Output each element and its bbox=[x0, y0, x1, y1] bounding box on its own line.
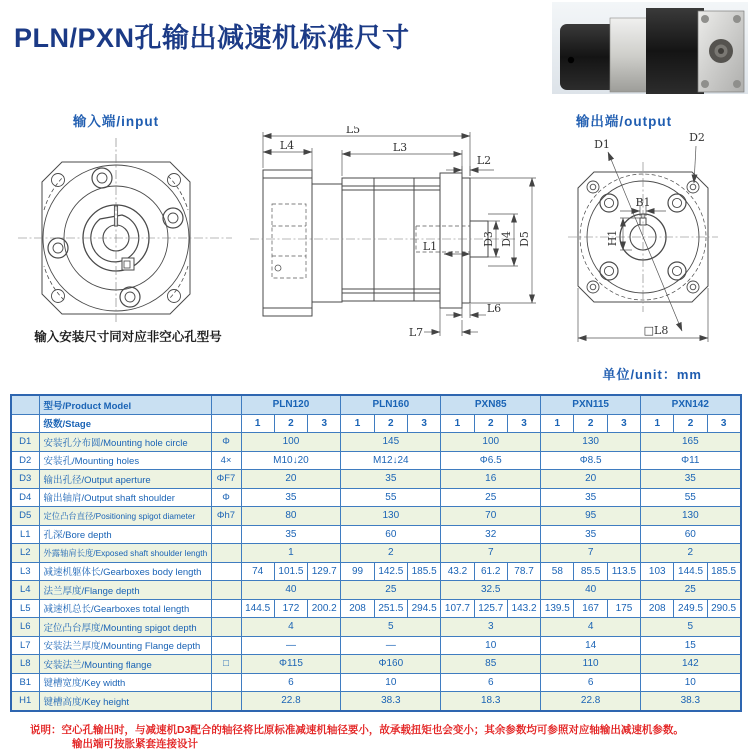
table-cell: 55 bbox=[641, 488, 741, 507]
table-cell: 法兰厚度/Flange depth bbox=[39, 581, 211, 600]
table-cell: 输出孔径/Output aperture bbox=[39, 470, 211, 489]
table-cell: 78.7 bbox=[507, 562, 540, 581]
dim-L4: L4 bbox=[279, 139, 295, 152]
table-cell: 35 bbox=[541, 525, 641, 544]
table-cell: 61.2 bbox=[474, 562, 507, 581]
table-cell: 2 bbox=[574, 414, 607, 433]
dim-D5: D5 bbox=[518, 231, 531, 247]
table-cell: 74 bbox=[241, 562, 274, 581]
table-row bbox=[11, 655, 741, 674]
table-row bbox=[11, 525, 741, 544]
table-cell: 3 bbox=[407, 414, 440, 433]
table-cell: M10↓20 bbox=[241, 451, 341, 470]
table-cell: 60 bbox=[641, 525, 741, 544]
table-cell: 1 bbox=[441, 414, 474, 433]
table-cell: L3 bbox=[11, 562, 39, 581]
table-cell: 4 bbox=[541, 618, 641, 637]
table-cell: L7 bbox=[11, 636, 39, 655]
table-row bbox=[11, 599, 741, 618]
table-cell: 208 bbox=[641, 599, 674, 618]
table-cell: 165 bbox=[641, 433, 741, 452]
table-cell: 孔深/Bore depth bbox=[39, 525, 211, 544]
table-cell bbox=[211, 544, 241, 563]
dim-D4: D4 bbox=[500, 231, 513, 247]
table-cell: 键槽宽度/Key width bbox=[39, 673, 211, 692]
table-cell: 25 bbox=[341, 581, 441, 600]
output-view-drawing bbox=[556, 126, 748, 360]
input-view-drawing bbox=[10, 134, 240, 326]
spec-table-body bbox=[11, 395, 741, 711]
table-cell: 安装法兰/Mounting flange bbox=[39, 655, 211, 674]
page-title: PLN/PXN孔输出减速机标准尺寸 bbox=[14, 23, 410, 53]
table-cell: 185.5 bbox=[407, 562, 440, 581]
table-cell: 113.5 bbox=[607, 562, 640, 581]
table-row bbox=[11, 544, 741, 563]
table-cell: 3 bbox=[607, 414, 640, 433]
product-photo bbox=[552, 2, 748, 94]
table-cell: 185.5 bbox=[707, 562, 740, 581]
table-cell: L6 bbox=[11, 618, 39, 637]
table-cell: 175 bbox=[607, 599, 640, 618]
table-cell: L4 bbox=[11, 581, 39, 600]
table-cell: 208 bbox=[341, 599, 374, 618]
table-cell bbox=[211, 525, 241, 544]
table-cell: Φh7 bbox=[211, 507, 241, 526]
table-cell: 6 bbox=[541, 673, 641, 692]
dim-L7: L7 bbox=[408, 326, 424, 339]
table-cell: 80 bbox=[241, 507, 341, 526]
table-cell: 129.7 bbox=[308, 562, 341, 581]
footnote bbox=[30, 723, 684, 751]
table-cell: 58 bbox=[541, 562, 574, 581]
table-cell: 25 bbox=[441, 488, 541, 507]
table-cell: 1 bbox=[341, 414, 374, 433]
table-cell bbox=[211, 414, 241, 433]
unit-label: 单位/unit：mm bbox=[602, 367, 702, 382]
input-caption: 输入安装尺寸同对应非空心孔型号 bbox=[34, 330, 222, 344]
table-cell: 10 bbox=[441, 636, 541, 655]
table-cell: 15 bbox=[641, 636, 741, 655]
table-cell: 4 bbox=[241, 618, 341, 637]
table-cell: 43.2 bbox=[441, 562, 474, 581]
table-cell: 32.5 bbox=[441, 581, 541, 600]
table-cell: 5 bbox=[341, 618, 441, 637]
table-cell bbox=[211, 673, 241, 692]
dim-L6: L6 bbox=[486, 302, 502, 315]
table-cell: PXN85 bbox=[441, 395, 541, 414]
dim-D1: D1 bbox=[594, 138, 610, 151]
table-cell: 125.7 bbox=[474, 599, 507, 618]
table-cell: 安装法兰厚度/Mounting Flange depth bbox=[39, 636, 211, 655]
table-cell: 294.5 bbox=[407, 599, 440, 618]
table-cell: 40 bbox=[241, 581, 341, 600]
table-cell: 35 bbox=[241, 525, 341, 544]
table-row bbox=[11, 581, 741, 600]
input-end-label: 输入端/input bbox=[72, 114, 160, 129]
table-cell: 99 bbox=[341, 562, 374, 581]
table-cell: 38.3 bbox=[641, 692, 741, 711]
table-cell: 142.5 bbox=[374, 562, 407, 581]
table-cell: D4 bbox=[11, 488, 39, 507]
output-end-label: 输出端/output bbox=[575, 114, 673, 129]
table-cell: 14 bbox=[541, 636, 641, 655]
table-cell: 290.5 bbox=[707, 599, 740, 618]
table-cell: Φ bbox=[211, 433, 241, 452]
table-cell: 172 bbox=[274, 599, 307, 618]
table-row bbox=[11, 414, 741, 433]
dim-L8: □L8 bbox=[643, 324, 669, 337]
table-cell: 85 bbox=[441, 655, 541, 674]
table-cell: L1 bbox=[11, 525, 39, 544]
table-cell: 101.5 bbox=[274, 562, 307, 581]
table-cell: 35 bbox=[241, 488, 341, 507]
table-cell: 5 bbox=[641, 618, 741, 637]
table-cell: 7 bbox=[541, 544, 641, 563]
table-cell: 100 bbox=[241, 433, 341, 452]
table-cell: B1 bbox=[11, 673, 39, 692]
dim-B1: B1 bbox=[635, 196, 651, 209]
table-cell: 139.5 bbox=[541, 599, 574, 618]
table-cell: 167 bbox=[574, 599, 607, 618]
table-row bbox=[11, 562, 741, 581]
footnote-prefix: 说明： bbox=[30, 724, 62, 736]
dim-L3: L3 bbox=[392, 141, 408, 154]
table-cell: 安装孔/Mounting holes bbox=[39, 451, 211, 470]
table-cell: 25 bbox=[641, 581, 741, 600]
table-cell: 定位凸台厚度/Mounting spigot depth bbox=[39, 618, 211, 637]
table-cell: 249.5 bbox=[674, 599, 707, 618]
table-cell: 键槽高度/Key height bbox=[39, 692, 211, 711]
table-cell: 40 bbox=[541, 581, 641, 600]
table-cell bbox=[211, 618, 241, 637]
table-cell: 1 bbox=[241, 544, 341, 563]
table-cell: 型号/Product Model bbox=[39, 395, 211, 414]
table-cell: ΦF7 bbox=[211, 470, 241, 489]
table-cell: 6 bbox=[241, 673, 341, 692]
table-cell: 16 bbox=[441, 470, 541, 489]
table-cell: 144.5 bbox=[674, 562, 707, 581]
table-cell bbox=[211, 636, 241, 655]
table-cell: 3 bbox=[441, 618, 541, 637]
table-cell: PLN160 bbox=[341, 395, 441, 414]
table-cell: 2 bbox=[641, 544, 741, 563]
table-cell: Φ6.5 bbox=[441, 451, 541, 470]
dim-L2: L2 bbox=[476, 154, 492, 167]
table-row bbox=[11, 636, 741, 655]
table-cell: Φ115 bbox=[241, 655, 341, 674]
table-cell: 安装孔分布圆/Mounting hole circle bbox=[39, 433, 211, 452]
table-row bbox=[11, 618, 741, 637]
table-cell: 70 bbox=[441, 507, 541, 526]
table-row bbox=[11, 451, 741, 470]
table-cell: 4× bbox=[211, 451, 241, 470]
table-cell: 2 bbox=[341, 544, 441, 563]
table-cell: Φ160 bbox=[341, 655, 441, 674]
table-cell: 定位凸台直径/Positioning spigot diameter bbox=[39, 507, 211, 526]
table-cell bbox=[11, 395, 39, 414]
table-row bbox=[11, 507, 741, 526]
table-cell bbox=[211, 599, 241, 618]
table-cell: M12↓24 bbox=[341, 451, 441, 470]
dim-D2: D2 bbox=[689, 131, 705, 144]
table-cell: — bbox=[241, 636, 341, 655]
side-view-drawing bbox=[248, 126, 544, 372]
table-cell: 7 bbox=[441, 544, 541, 563]
table-cell: 外露轴肩长度/Exposed shaft shoulder length bbox=[39, 544, 211, 563]
table-row bbox=[11, 470, 741, 489]
table-cell: 10 bbox=[341, 673, 441, 692]
table-cell: 1 bbox=[641, 414, 674, 433]
table-cell: Φ8.5 bbox=[541, 451, 641, 470]
table-cell: □ bbox=[211, 655, 241, 674]
table-row bbox=[11, 395, 741, 414]
table-cell: 1 bbox=[241, 414, 274, 433]
table-cell: 55 bbox=[341, 488, 441, 507]
table-row bbox=[11, 692, 741, 711]
table-row bbox=[11, 488, 741, 507]
table-cell bbox=[11, 414, 39, 433]
table-cell: 60 bbox=[341, 525, 441, 544]
dim-D3: D3 bbox=[482, 231, 495, 247]
table-cell: 18.3 bbox=[441, 692, 541, 711]
table-cell: 251.5 bbox=[374, 599, 407, 618]
table-cell: 20 bbox=[241, 470, 341, 489]
table-cell bbox=[211, 395, 241, 414]
table-cell: 2 bbox=[274, 414, 307, 433]
table-cell: D3 bbox=[11, 470, 39, 489]
footnote-line2: 输出端可按胀紧套连接设计 bbox=[72, 738, 198, 750]
table-cell: 2 bbox=[474, 414, 507, 433]
table-cell: 减速机总长/Gearboxes total length bbox=[39, 599, 211, 618]
table-cell: L5 bbox=[11, 599, 39, 618]
table-cell: 110 bbox=[541, 655, 641, 674]
table-cell: 107.7 bbox=[441, 599, 474, 618]
table-cell: 10 bbox=[641, 673, 741, 692]
table-cell: 38.3 bbox=[341, 692, 441, 711]
table-cell: Φ bbox=[211, 488, 241, 507]
table-cell: 100 bbox=[441, 433, 541, 452]
table-cell: 22.8 bbox=[241, 692, 341, 711]
table-cell bbox=[211, 562, 241, 581]
table-cell: D1 bbox=[11, 433, 39, 452]
table-cell: 130 bbox=[641, 507, 741, 526]
table-cell: 200.2 bbox=[308, 599, 341, 618]
table-cell: 35 bbox=[341, 470, 441, 489]
table-cell: 输出轴肩/Output shaft shoulder bbox=[39, 488, 211, 507]
table-cell: 35 bbox=[541, 488, 641, 507]
table-row bbox=[11, 673, 741, 692]
footnote-line1: 空心孔输出时，与减速机D3配合的轴径将比原标准减速机轴径要小，故承载扭矩也会变小；其余参数均可参照对应轴输出减速机参数。 bbox=[61, 724, 684, 736]
table-cell: 22.8 bbox=[541, 692, 641, 711]
dim-L5: L5 bbox=[345, 126, 361, 136]
table-cell: PXN142 bbox=[641, 395, 741, 414]
table-cell: 130 bbox=[541, 433, 641, 452]
table-cell: PXN115 bbox=[541, 395, 641, 414]
table-cell: 1 bbox=[541, 414, 574, 433]
table-cell: D5 bbox=[11, 507, 39, 526]
table-cell: — bbox=[341, 636, 441, 655]
table-cell: 20 bbox=[541, 470, 641, 489]
table-cell: 32 bbox=[441, 525, 541, 544]
spec-table-wrap bbox=[10, 394, 742, 712]
table-cell: H1 bbox=[11, 692, 39, 711]
table-cell: D2 bbox=[11, 451, 39, 470]
table-cell: 85.5 bbox=[574, 562, 607, 581]
table-cell bbox=[211, 581, 241, 600]
table-cell: 142 bbox=[641, 655, 741, 674]
table-cell: 130 bbox=[341, 507, 441, 526]
table-cell: 95 bbox=[541, 507, 641, 526]
table-cell: L8 bbox=[11, 655, 39, 674]
table-row bbox=[11, 433, 741, 452]
table-cell: 144.5 bbox=[241, 599, 274, 618]
dim-H1: H1 bbox=[606, 229, 619, 247]
table-cell: 103 bbox=[641, 562, 674, 581]
table-cell: 6 bbox=[441, 673, 541, 692]
table-cell: Φ11 bbox=[641, 451, 741, 470]
spec-table bbox=[10, 394, 742, 712]
table-cell: 3 bbox=[707, 414, 740, 433]
table-cell: L2 bbox=[11, 544, 39, 563]
table-cell: 减速机躯体长/Gearboxes body length bbox=[39, 562, 211, 581]
table-cell: 35 bbox=[641, 470, 741, 489]
dim-L1: L1 bbox=[422, 240, 438, 253]
table-cell: 3 bbox=[308, 414, 341, 433]
table-cell: 级数/Stage bbox=[39, 414, 211, 433]
table-cell: 2 bbox=[674, 414, 707, 433]
table-cell: 145 bbox=[341, 433, 441, 452]
table-cell: 2 bbox=[374, 414, 407, 433]
table-cell: 143.2 bbox=[507, 599, 540, 618]
table-cell bbox=[211, 692, 241, 711]
table-cell: PLN120 bbox=[241, 395, 341, 414]
table-cell: 3 bbox=[507, 414, 540, 433]
